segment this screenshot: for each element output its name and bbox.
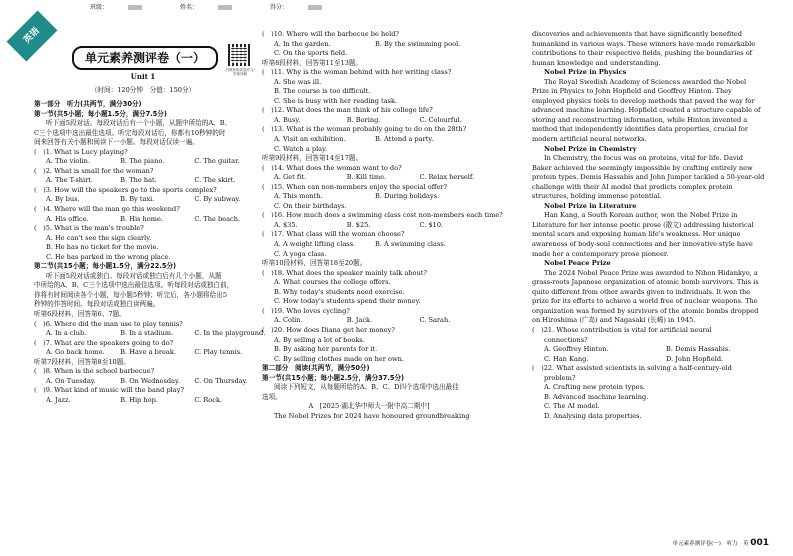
answer-option: C. The beach. xyxy=(194,214,241,223)
page-title: 单元素养测评卷（一） xyxy=(72,46,218,70)
text-line: In Chemistry, the focus was on proteins, vital for life. David xyxy=(544,154,743,163)
text-line: The Nobel Prizes for 2024 have honoured groundbreaking xyxy=(274,411,470,420)
text-line: 听下面5段对话或独白。每段对话或独白后有几个小题，从题 xyxy=(46,271,222,280)
answer-option: A. Visit an exhibition. xyxy=(274,135,346,144)
column-1 xyxy=(34,100,266,406)
option-row xyxy=(34,377,252,387)
answer-option: C. On Thursday. xyxy=(194,376,248,385)
question-line: ( )20. How does Diana get her money? xyxy=(262,325,395,334)
question-line: ( )19. Who loves cycling? xyxy=(262,306,350,315)
answer-option: A. $35. xyxy=(274,220,298,229)
text-line: contributions to their respective fields, pushing the boundaries of xyxy=(532,49,753,58)
text-line: challenge with their AI model that predicts complex protein xyxy=(532,182,733,191)
answer-option: A. Go back home. xyxy=(46,348,105,357)
answer-option: C. The skirt. xyxy=(194,176,236,185)
text-line: 听下面5段对话。每段对话后有一个小题，从题中所给的A、B、 xyxy=(46,119,232,128)
question-line: ( )22. What assisted scientists in solving a half-century-old xyxy=(532,364,732,373)
question-line: ( )15. When can non-members enjoy the special offer? xyxy=(262,182,447,191)
text-line: B. Advanced machine learning. xyxy=(544,392,649,401)
question-line: ( )4. Where will the man go this weekend? xyxy=(34,205,180,214)
column-3 xyxy=(532,30,770,421)
answer-option: B. The piano. xyxy=(120,157,165,166)
text-line: D. Analysing data properties. xyxy=(544,411,642,420)
option-row xyxy=(262,116,476,126)
text-line: C. Watch a play. xyxy=(274,144,328,153)
question-line: ( )12. What does the man think of his college life? xyxy=(262,106,433,115)
answer-option: B. Jack. xyxy=(346,316,373,325)
text-line: 秒钟的作答时间。每段对话或独白读两遍。 xyxy=(34,300,160,309)
score-field: 得分： xyxy=(270,4,340,11)
answer-option: A. In the garden. xyxy=(274,39,331,48)
answer-option: C. $10. xyxy=(419,220,444,229)
answer-option: C. By subway. xyxy=(194,195,241,204)
text-line: Nobel Prize in Physics xyxy=(544,68,627,77)
question-line: ( )6. Where did the man use to play tennis? xyxy=(34,319,183,328)
text-line: 第一部分 听力(共两节，满分30分) xyxy=(34,100,142,108)
text-line: made her a contemporary prose pioneer. xyxy=(532,249,669,258)
text-line: Han Kang, a South Korean author, won the Nobel Prize in xyxy=(544,211,738,220)
answer-option: C. Rock. xyxy=(194,395,223,404)
question-line: ( )7. What are the speakers going to do? xyxy=(34,338,174,347)
answer-option: C. Han Kang. xyxy=(544,354,589,363)
option-row xyxy=(262,316,476,326)
option-row xyxy=(262,173,476,183)
question-line: ( )1. What is Lucy playing? xyxy=(34,147,128,156)
answer-option: B. $25. xyxy=(346,220,371,229)
text-line: Nobel Peace Prize xyxy=(544,259,611,268)
text-line: modern artificial neural networks. xyxy=(532,135,647,144)
answer-option: B. By the swimming pool. xyxy=(375,39,461,48)
text-line: B. He has no ticket for the movie. xyxy=(46,243,159,252)
text-line: advanced machine learning. Hopfield created a structure capable of xyxy=(532,106,761,115)
subject-tag: 英语 xyxy=(7,11,58,62)
text-line: 第二部分 阅读(共两节，满分50分) xyxy=(262,364,370,373)
text-line: C. On the sports field. xyxy=(274,49,348,58)
text-line: C. On their birthdays. xyxy=(274,201,347,210)
text-line: 听第8段材料，回答第11至13题。 xyxy=(262,58,363,67)
answer-option: A. In a club. xyxy=(46,329,87,338)
text-line: discoveries and achievements that have significantly benefited xyxy=(532,30,743,38)
footer-label: 单元素养测评卷(一) 听力 英 xyxy=(672,540,749,547)
answer-option: C. The guitar. xyxy=(194,157,240,166)
answer-option: C. Colourful. xyxy=(419,115,462,124)
text-line: 听第6段材料，回答第6、7题。 xyxy=(34,310,126,319)
answer-option: A. By bus. xyxy=(46,195,80,204)
option-row xyxy=(34,396,252,406)
option-row xyxy=(262,221,476,231)
answer-option: B. Boring. xyxy=(346,115,381,124)
text-line: 听第9段材料，回答第14至17题。 xyxy=(262,154,363,163)
text-line: structures, holding immense potential. xyxy=(532,192,662,201)
option-row xyxy=(262,40,476,50)
text-line: awareness of body-soul connections and her innovative style have xyxy=(532,240,753,249)
answer-option: A. A weight lifting class. xyxy=(274,240,356,249)
text-line: connections? xyxy=(544,335,588,344)
text-line: Prize in Physics to John Hopfield and Geoffrey Hinton. They xyxy=(532,87,732,96)
question-line: ( )10. Where will the barbecue be held? xyxy=(262,30,399,38)
question-line: ( )17. What class will the woman choose? xyxy=(262,230,405,239)
answer-option: C. In the playground. xyxy=(194,329,266,338)
question-line: ( )8. When is the school barbecue? xyxy=(34,367,155,376)
student-info-fields xyxy=(90,4,358,13)
option-row xyxy=(34,348,252,358)
text-line: 阅读下列短文，从每题所给的A、B、C、D四个选项中选出最佳 xyxy=(274,383,459,392)
option-row xyxy=(34,195,252,205)
question-line: ( )16. How much does a swimming class cost non-members each time? xyxy=(262,211,503,220)
question-line: ( )18. What does the speaker mainly talk about? xyxy=(262,268,427,277)
option-row xyxy=(34,329,266,339)
answer-option: B. A swimming class. xyxy=(375,240,446,249)
text-line: problem? xyxy=(544,373,576,382)
answer-option: B. The hat. xyxy=(120,176,157,185)
option-row xyxy=(262,192,476,202)
qr-code-icon[interactable] xyxy=(228,44,250,66)
answer-option: A. Get fit. xyxy=(274,173,307,182)
answer-option: C. Relax herself. xyxy=(419,173,475,182)
option-row xyxy=(532,345,770,355)
qr-caption: 扫码获取试卷听力/答案详解 xyxy=(225,68,255,77)
option-row xyxy=(34,157,252,167)
text-line: C. She is busy with her reading task. xyxy=(274,96,398,105)
answer-option: A. Jazz. xyxy=(46,395,71,404)
unit-label: Unit 1 xyxy=(130,72,156,81)
option-row xyxy=(34,176,252,186)
answer-option: B. Have a break. xyxy=(120,348,176,357)
answer-option: C. Sarah. xyxy=(419,316,451,325)
text-line: A. Crafting new protein types. xyxy=(544,383,646,392)
option-row xyxy=(262,240,476,250)
text-line: 你将有时间阅读各个小题，每小题5秒钟；听完后，各小题将给出5 xyxy=(34,290,228,299)
text-line: C. A yoga class. xyxy=(274,249,327,258)
text-line: 听第7段材料，回答第8至10题。 xyxy=(34,357,130,366)
question-line: ( )11. Why is the woman behind with her writing class? xyxy=(262,68,452,77)
page-footer xyxy=(673,537,769,550)
text-line: organization was formed by survivors of the atomic bombs dropped xyxy=(532,306,759,315)
answer-option: B. Attend a party. xyxy=(375,135,434,144)
text-line: 中所给的A、B、C三个选项中选出最佳选项。听每段对话或独白前， xyxy=(34,281,234,290)
option-row xyxy=(262,135,476,145)
text-line: The 2024 Nobel Peace Prize was awarded to Nihon Hidankyo, a xyxy=(544,268,758,277)
question-line: ( )3. How will the speakers go to the sports complex? xyxy=(34,185,217,194)
text-line: Nobel Prize in Literature xyxy=(544,201,637,210)
text-line: 选项。 xyxy=(262,392,282,401)
answer-option: B. In a stadium. xyxy=(120,329,174,338)
text-line: quite different from other awards given to individuals. It won the xyxy=(532,287,751,296)
text-line: employed physics tools to develop methods that paved the way for xyxy=(532,96,755,105)
answer-option: A. The violin. xyxy=(46,157,90,166)
column-2 xyxy=(262,30,503,421)
question-line: ( )9. What kind of music will the band play? xyxy=(34,386,184,395)
answer-option: B. On Wednesday. xyxy=(120,376,180,385)
question-line: ( )2. What is small for the woman? xyxy=(34,166,154,175)
text-line: C. How today's students spend their money. xyxy=(274,297,421,306)
text-line: storing and reconstructing information, while Hinton invented a xyxy=(532,115,748,124)
text-line: Baker achieved the seemingly impossible by crafting entirely new xyxy=(532,163,753,172)
page-number: 001 xyxy=(750,537,769,548)
text-line: C. He has parked in the wrong place. xyxy=(46,252,171,261)
text-line: method that independently identifies data properties, crucial for xyxy=(532,125,749,134)
text-line: B. By asking her parents for it. xyxy=(274,345,378,354)
time-score-info: （时间：120分钟 分值：150分） xyxy=(90,86,196,94)
text-line: Literature for her intense poetic prose (散文) addressing historical xyxy=(532,220,754,229)
text-line: humankind in various ways. These winners have made remarkable xyxy=(532,39,756,48)
question-line: ( )5. What is the man's trouble? xyxy=(34,224,144,233)
text-line: A. By selling a lot of books. xyxy=(274,335,365,344)
text-line: mental scars and exposing human life's weakness. Her unique xyxy=(532,230,741,239)
text-line: 第一节(共15小题；每小题2.5分，满分37.5分) xyxy=(262,373,405,382)
name-field: 姓名： xyxy=(180,4,250,11)
text-line: on Hiroshima (广岛) and Nagasaki (长崎) in 1945. xyxy=(532,316,696,325)
text-line: A. What courses the college offers. xyxy=(274,278,391,287)
answer-option: A. Colin. xyxy=(274,316,303,325)
answer-option: B. By taxi. xyxy=(120,195,155,204)
answer-option: A. Busy. xyxy=(274,115,301,124)
answer-option: A. This month. xyxy=(274,192,323,201)
text-line: C. The AI model. xyxy=(544,402,600,411)
question-line: ( )14. What does the woman want to do? xyxy=(262,163,402,172)
answer-option: C. Play tennis. xyxy=(194,348,243,357)
answer-option: B. During holidays. xyxy=(375,192,440,201)
text-line: 第二节(共15小题；每小题1.5分，满分22.5分) xyxy=(34,262,177,271)
text-line: A. She was ill. xyxy=(274,77,322,86)
text-line: 间来回答有关小题和阅读下一小题。每段对话仅读一遍。 xyxy=(34,138,199,147)
answer-option: D. John Hopfield. xyxy=(666,354,724,363)
class-field: 班级： xyxy=(90,4,160,11)
answer-option: A. The T-shirt. xyxy=(46,176,94,185)
text-line: A. He can't see the sign clearly. xyxy=(46,233,152,242)
text-line: 听第10段材料，回答第18至20题。 xyxy=(262,259,367,268)
question-line: ( )21. Whose contribution is vital for artificial neural xyxy=(532,325,712,334)
question-line: ( )13. What is the woman probably going to do on the 28th? xyxy=(262,125,467,134)
text-line: B. The course is too difficult. xyxy=(274,87,371,96)
option-row xyxy=(34,215,252,225)
answer-option: B. Demis Hassabis. xyxy=(666,345,731,354)
text-line: C. By selling clothes made on her own. xyxy=(274,354,404,363)
answer-option: A. On Tuesday. xyxy=(46,376,96,385)
answer-option: A. His office. xyxy=(46,214,89,223)
answer-option: B. His home. xyxy=(120,214,163,223)
text-line: prize for its efforts to achieve a world free of nuclear weapons. The xyxy=(532,297,758,306)
text-line: protein types. Demis Hassabis and John Jumper tackled a 50-year-old xyxy=(532,173,765,182)
text-line: human knowledge and understanding. xyxy=(532,58,661,67)
text-line: C三个选项中选出最佳选项。听完每段对话后，你都有10秒钟的时 xyxy=(34,128,226,137)
text-line: The Royal Swedish Academy of Sciences awarded the Nobel xyxy=(544,77,747,86)
text-line: grass-roots Japanese organization of atomic bomb survivors. This is xyxy=(532,278,759,287)
text-line: A [2025·湖北华中师大一附中高二期中] xyxy=(308,402,430,411)
text-line: B. Why today's students need exercise. xyxy=(274,287,405,296)
answer-option: B. Hip hop. xyxy=(120,395,158,404)
option-row xyxy=(532,355,770,365)
answer-option: A. Geoffrey Hinton. xyxy=(544,345,609,354)
answer-option: B. Kill time. xyxy=(346,173,387,182)
text-line: Nobel Prize in Chemistry xyxy=(544,144,637,153)
text-line: 第一节(共5小题；每小题1.5分，满分7.5分) xyxy=(34,109,167,118)
